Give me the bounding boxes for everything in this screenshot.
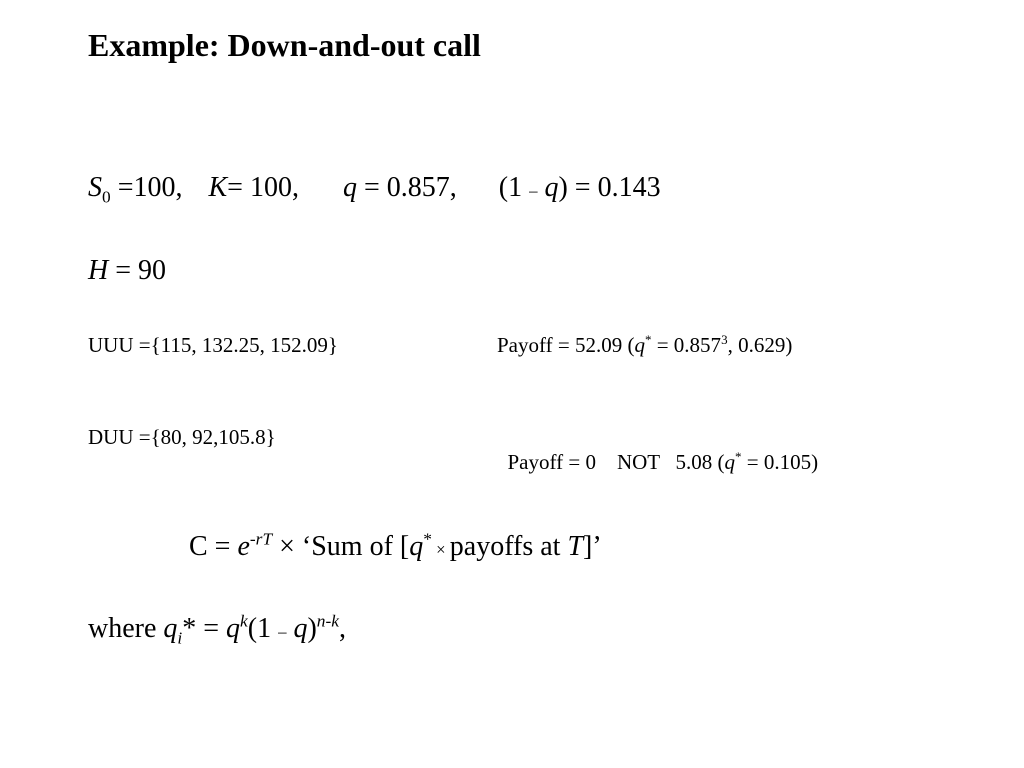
equals-text: * = bbox=[182, 613, 227, 644]
where-definition bbox=[88, 612, 346, 646]
formula-lhs: C = bbox=[189, 531, 238, 562]
star-superscript: * bbox=[734, 449, 742, 465]
minus-sign: – bbox=[278, 622, 287, 641]
payoff-suffix: = 0.105) bbox=[741, 450, 819, 475]
where-prefix: where bbox=[88, 613, 164, 644]
barrier-line bbox=[88, 254, 166, 288]
pricing-formula bbox=[189, 530, 602, 564]
h-value: = 90 bbox=[108, 255, 167, 286]
t-variable: T bbox=[567, 531, 584, 562]
h-variable: H bbox=[88, 255, 109, 286]
payoff-prefix: Payoff = 52.09 ( bbox=[497, 333, 635, 357]
q3-var: q bbox=[293, 613, 308, 644]
payoff-mid: = 0.857 bbox=[651, 333, 722, 357]
payoff-uuu bbox=[497, 333, 792, 358]
q2-variable: q bbox=[544, 172, 559, 203]
nk-exponent: n-k bbox=[316, 611, 339, 631]
star-superscript: * bbox=[644, 332, 652, 347]
payoffs-text: payoffs at bbox=[449, 531, 568, 562]
trailing-comma: , bbox=[338, 613, 346, 644]
payoff-prefix: Payoff = 0 NOT 5.08 ( bbox=[507, 450, 725, 475]
e-base: e bbox=[237, 531, 250, 562]
payoff-duu bbox=[497, 425, 818, 475]
star-superscript: * bbox=[423, 529, 432, 549]
slide-title: Example: Down-and-out call bbox=[88, 27, 481, 63]
e-exponent: -rT bbox=[249, 529, 273, 549]
minus-sign: – bbox=[529, 181, 538, 200]
sum-text: ‘Sum of [ bbox=[301, 531, 410, 562]
payoff-suffix: , 0.629) bbox=[727, 333, 793, 357]
k-variable: K bbox=[208, 172, 228, 203]
cube-exponent: 3 bbox=[721, 332, 728, 347]
s-subscript: 0 bbox=[102, 187, 111, 207]
s-value: =100, bbox=[110, 172, 183, 203]
one-minus-q-value: ) = 0.143 bbox=[558, 172, 661, 203]
q-value: = 0.857, bbox=[356, 172, 457, 203]
s-variable: S bbox=[88, 172, 102, 203]
q-i-var: q bbox=[163, 613, 178, 644]
times-sign-small: × bbox=[431, 540, 450, 559]
q-variable: q bbox=[342, 172, 357, 203]
parameters-line bbox=[88, 171, 661, 205]
q-star-var: q bbox=[634, 333, 645, 357]
close-paren: ) bbox=[307, 613, 317, 644]
path-duu: DUU ={80, 92,105.8} bbox=[88, 425, 276, 449]
one-minus-open: (1 bbox=[498, 172, 530, 203]
q-star-var: q bbox=[724, 450, 735, 475]
path-uuu: UUU ={115, 132.25, 152.09} bbox=[88, 333, 338, 357]
times-sign: × bbox=[272, 531, 302, 562]
one-minus-open: (1 bbox=[247, 613, 279, 644]
i-subscript: i bbox=[177, 628, 183, 648]
q-star-var: q bbox=[409, 531, 424, 562]
k-exponent: k bbox=[240, 611, 248, 631]
closing-text: ]’ bbox=[583, 531, 602, 562]
k-value: = 100, bbox=[227, 172, 299, 203]
q-power-var: q bbox=[226, 613, 241, 644]
